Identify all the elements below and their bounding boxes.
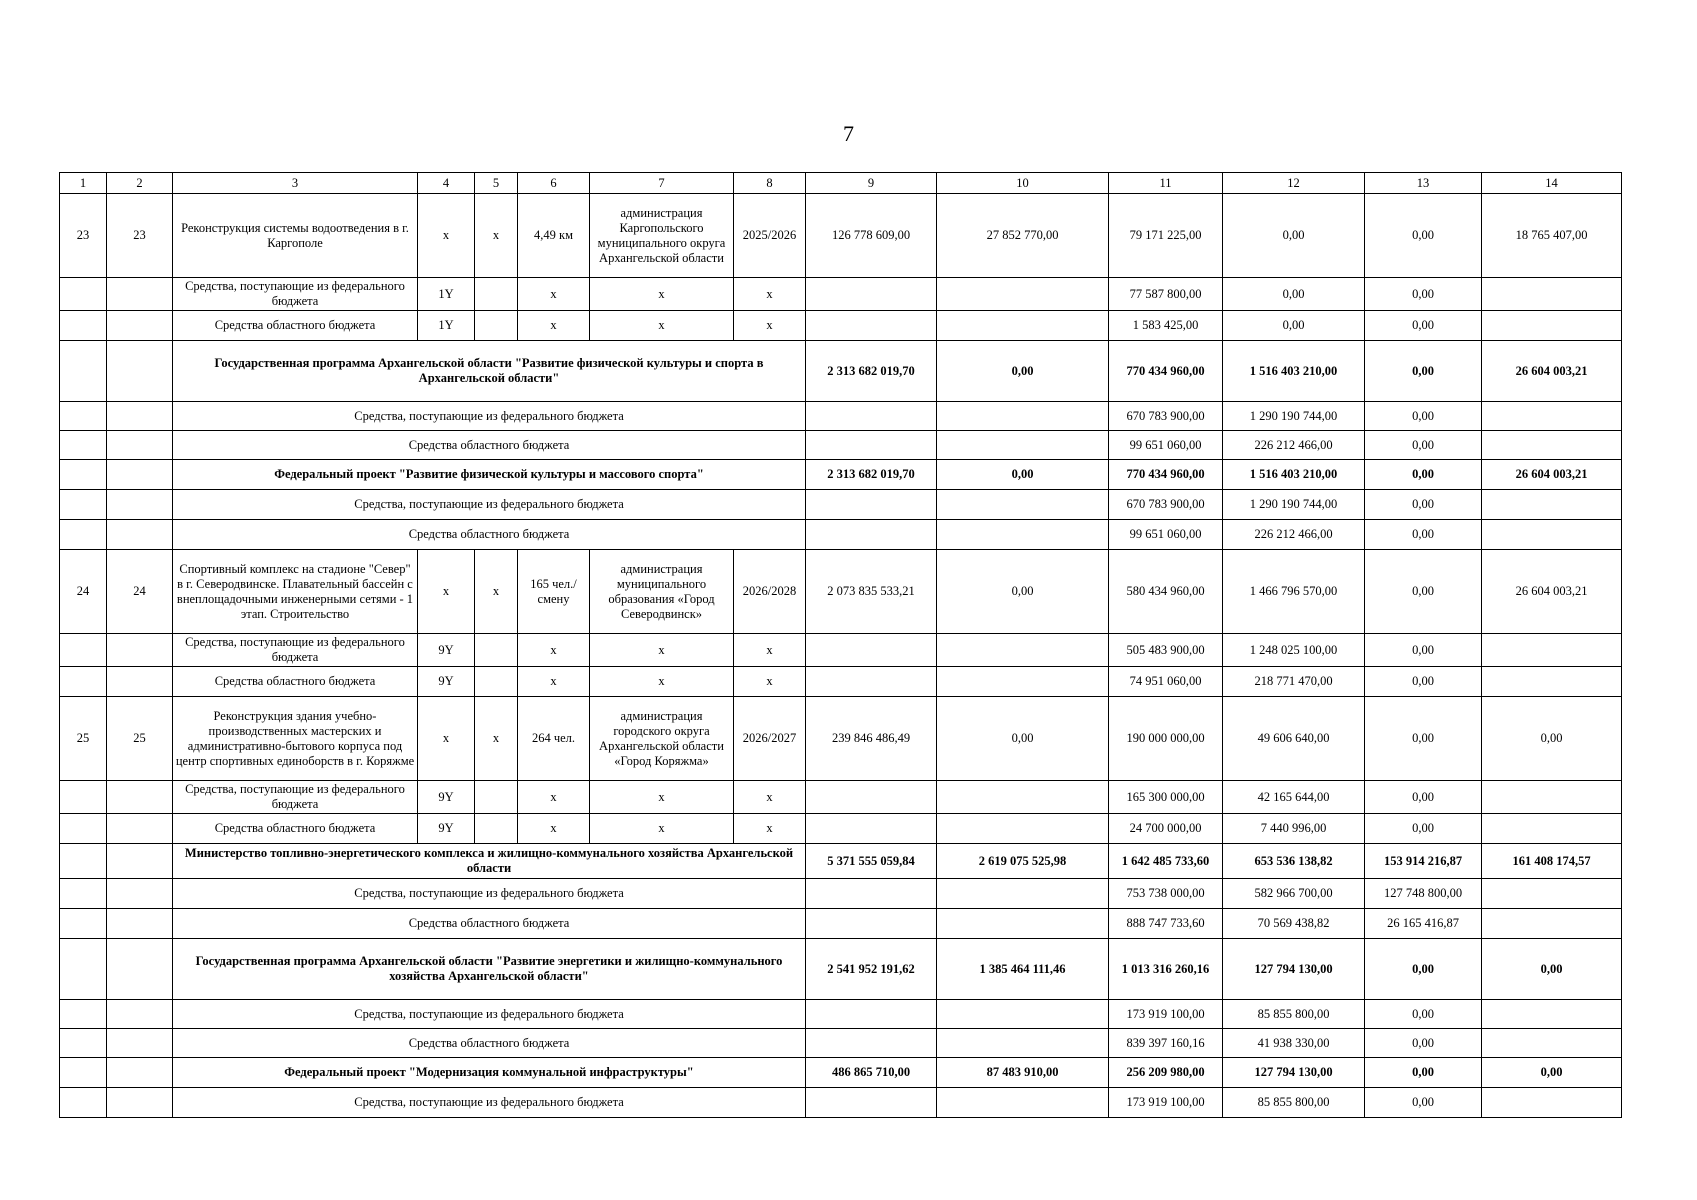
table-cell [107, 879, 173, 909]
amount-cell: 239 846 486,49 [806, 697, 937, 781]
table-row [60, 402, 1622, 431]
row-name-cell: Средства областного бюджета [173, 520, 806, 550]
table-cell: x [590, 311, 734, 341]
table-cell [60, 667, 107, 697]
table-cell: 9Y [418, 781, 475, 814]
amount-cell [937, 278, 1109, 311]
amount-cell: 79 171 225,00 [1109, 194, 1223, 278]
column-number-header: 12 [1223, 173, 1365, 194]
table-row [60, 879, 1622, 909]
amount-cell: 0,00 [1365, 311, 1482, 341]
table-cell: 23 [60, 194, 107, 278]
table-cell [60, 402, 107, 431]
amount-cell: 0,00 [1223, 194, 1365, 278]
table-cell: x [734, 634, 806, 667]
table-cell [60, 939, 107, 1000]
table-cell [107, 520, 173, 550]
amount-cell [937, 431, 1109, 460]
table-cell [107, 1058, 173, 1088]
table-cell [60, 1088, 107, 1118]
amount-cell: 0,00 [1365, 520, 1482, 550]
table-cell [107, 460, 173, 490]
amount-cell: 0,00 [937, 550, 1109, 634]
table-cell [475, 634, 518, 667]
amount-cell: 126 778 609,00 [806, 194, 937, 278]
amount-cell: 0,00 [1365, 697, 1482, 781]
amount-cell: 0,00 [1365, 1000, 1482, 1029]
amount-cell: 2 541 952 191,62 [806, 939, 937, 1000]
amount-cell [806, 1088, 937, 1118]
table-cell: x [518, 311, 590, 341]
table-cell: x [418, 550, 475, 634]
table-cell [475, 781, 518, 814]
amount-cell [806, 278, 937, 311]
table-cell: x [734, 814, 806, 844]
row-name-cell: Средства областного бюджета [173, 1029, 806, 1058]
table-cell [107, 634, 173, 667]
amount-cell [806, 1000, 937, 1029]
amount-cell [806, 311, 937, 341]
table-cell: 9Y [418, 814, 475, 844]
amount-cell: 0,00 [937, 697, 1109, 781]
amount-cell: 770 434 960,00 [1109, 460, 1223, 490]
amount-cell: 486 865 710,00 [806, 1058, 937, 1088]
amount-cell: 165 300 000,00 [1109, 781, 1223, 814]
budget-table [59, 172, 1622, 1118]
amount-cell: 0,00 [1223, 278, 1365, 311]
table-cell: 24 [60, 550, 107, 634]
table-cell: x [418, 194, 475, 278]
table-row [60, 1088, 1622, 1118]
table-cell: 1Y [418, 278, 475, 311]
table-cell [60, 278, 107, 311]
amount-cell: 580 434 960,00 [1109, 550, 1223, 634]
amount-cell: 70 569 438,82 [1223, 909, 1365, 939]
amount-cell: 153 914 216,87 [1365, 844, 1482, 879]
amount-cell: 770 434 960,00 [1109, 341, 1223, 402]
amount-cell [937, 879, 1109, 909]
amount-cell: 0,00 [1482, 697, 1622, 781]
table-cell: x [475, 194, 518, 278]
amount-cell: 2 073 835 533,21 [806, 550, 937, 634]
table-cell: 2026/2027 [734, 697, 806, 781]
amount-cell: 505 483 900,00 [1109, 634, 1223, 667]
amount-cell: 99 651 060,00 [1109, 520, 1223, 550]
column-number-header: 5 [475, 173, 518, 194]
amount-cell: 173 919 100,00 [1109, 1088, 1223, 1118]
table-cell: 4,49 км [518, 194, 590, 278]
column-number-header: 9 [806, 173, 937, 194]
table-cell [107, 402, 173, 431]
amount-cell [1482, 814, 1622, 844]
amount-cell [937, 667, 1109, 697]
table-row [60, 1029, 1622, 1058]
table-cell: x [734, 278, 806, 311]
table-row [60, 814, 1622, 844]
table-row [60, 844, 1622, 879]
amount-cell: 2 313 682 019,70 [806, 460, 937, 490]
table-cell: 165 чел./смену [518, 550, 590, 634]
table-cell [107, 490, 173, 520]
table-cell: x [734, 781, 806, 814]
table-row [60, 634, 1622, 667]
amount-cell [1482, 781, 1622, 814]
amount-cell: 653 536 138,82 [1223, 844, 1365, 879]
table-cell [107, 1000, 173, 1029]
table-row [60, 1000, 1622, 1029]
amount-cell: 127 794 130,00 [1223, 1058, 1365, 1088]
amount-cell [937, 1000, 1109, 1029]
row-name-cell: Средства, поступающие из федерального бюджета [173, 490, 806, 520]
table-cell [60, 520, 107, 550]
table-cell [60, 909, 107, 939]
table-cell: 2026/2028 [734, 550, 806, 634]
amount-cell: 1 466 796 570,00 [1223, 550, 1365, 634]
row-name-cell: Средства областного бюджета [173, 431, 806, 460]
table-cell: x [475, 550, 518, 634]
section-title-cell: Министерство топливно-энергетического комплекса и жилищно-коммунального хозяйства Архангельской области [173, 844, 806, 879]
amount-cell: 7 440 996,00 [1223, 814, 1365, 844]
amount-cell: 1 385 464 111,46 [937, 939, 1109, 1000]
table-row [60, 194, 1622, 278]
amount-cell: 0,00 [1365, 814, 1482, 844]
table-cell: x [518, 667, 590, 697]
amount-cell: 0,00 [1365, 550, 1482, 634]
table-cell: x [518, 814, 590, 844]
column-number-header: 7 [590, 173, 734, 194]
amount-cell: 0,00 [937, 460, 1109, 490]
amount-cell: 0,00 [1365, 781, 1482, 814]
amount-cell [1482, 1088, 1622, 1118]
table-cell [107, 844, 173, 879]
column-number-header: 14 [1482, 173, 1622, 194]
table-cell: x [734, 667, 806, 697]
amount-cell [806, 1029, 937, 1058]
table-cell [107, 1029, 173, 1058]
amount-cell [1482, 1000, 1622, 1029]
table-cell: x [590, 781, 734, 814]
amount-cell [1482, 278, 1622, 311]
table-cell [60, 634, 107, 667]
amount-cell: 1 516 403 210,00 [1223, 460, 1365, 490]
amount-cell: 0,00 [1365, 1058, 1482, 1088]
amount-cell: 1 290 190 744,00 [1223, 402, 1365, 431]
row-name-cell: Средства, поступающие из федерального бюджета [173, 634, 418, 667]
row-name-cell: Средства, поступающие из федерального бюджета [173, 1088, 806, 1118]
amount-cell [937, 520, 1109, 550]
table-row [60, 909, 1622, 939]
amount-cell: 26 604 003,21 [1482, 460, 1622, 490]
amount-cell: 127 794 130,00 [1223, 939, 1365, 1000]
table-cell: x [418, 697, 475, 781]
amount-cell [1482, 1029, 1622, 1058]
amount-cell: 173 919 100,00 [1109, 1000, 1223, 1029]
amount-cell [1482, 402, 1622, 431]
table-row [60, 550, 1622, 634]
amount-cell [1482, 311, 1622, 341]
amount-cell: 0,00 [1365, 194, 1482, 278]
amount-cell [1482, 909, 1622, 939]
table-cell [60, 879, 107, 909]
amount-cell: 42 165 644,00 [1223, 781, 1365, 814]
amount-cell: 1 290 190 744,00 [1223, 490, 1365, 520]
amount-cell: 87 483 910,00 [937, 1058, 1109, 1088]
amount-cell: 839 397 160,16 [1109, 1029, 1223, 1058]
header-row [60, 173, 1622, 194]
amount-cell: 161 408 174,57 [1482, 844, 1622, 879]
table-cell: 24 [107, 550, 173, 634]
row-name-cell: Средства, поступающие из федерального бюджета [173, 781, 418, 814]
amount-cell [1482, 490, 1622, 520]
amount-cell: 1 013 316 260,16 [1109, 939, 1223, 1000]
section-title-cell: Государственная программа Архангельской области "Развитие физической культуры и спорта в Архангельской области" [173, 341, 806, 402]
amount-cell: 26 165 416,87 [1365, 909, 1482, 939]
amount-cell [806, 781, 937, 814]
table-cell [107, 311, 173, 341]
table-row [60, 520, 1622, 550]
table-cell: x [475, 697, 518, 781]
table-cell [107, 939, 173, 1000]
amount-cell: 256 209 980,00 [1109, 1058, 1223, 1088]
page-number: 7 [843, 121, 854, 146]
table-cell: 2025/2026 [734, 194, 806, 278]
amount-cell: 24 700 000,00 [1109, 814, 1223, 844]
amount-cell: 5 371 555 059,84 [806, 844, 937, 879]
table-cell: x [734, 311, 806, 341]
amount-cell [1482, 879, 1622, 909]
row-name-cell: Средства областного бюджета [173, 311, 418, 341]
table-cell: администрация городского округа Архангельской области «Город Коряжма» [590, 697, 734, 781]
column-number-header: 11 [1109, 173, 1223, 194]
amount-cell [806, 520, 937, 550]
table-row [60, 311, 1622, 341]
table-cell: x [590, 814, 734, 844]
amount-cell [806, 879, 937, 909]
amount-cell [806, 814, 937, 844]
amount-cell [937, 1029, 1109, 1058]
table-cell: 23 [107, 194, 173, 278]
column-number-header: 6 [518, 173, 590, 194]
table-cell: x [518, 781, 590, 814]
table-cell: 25 [107, 697, 173, 781]
amount-cell: 18 765 407,00 [1482, 194, 1622, 278]
amount-cell [937, 781, 1109, 814]
section-title-cell: Государственная программа Архангельской области "Развитие энергетики и жилищно-коммунального хозяйства Архангельской области" [173, 939, 806, 1000]
amount-cell: 127 748 800,00 [1365, 879, 1482, 909]
amount-cell [937, 634, 1109, 667]
table-row [60, 431, 1622, 460]
amount-cell [806, 909, 937, 939]
amount-cell: 226 212 466,00 [1223, 431, 1365, 460]
amount-cell: 0,00 [1365, 341, 1482, 402]
amount-cell: 2 313 682 019,70 [806, 341, 937, 402]
amount-cell: 670 783 900,00 [1109, 490, 1223, 520]
amount-cell: 218 771 470,00 [1223, 667, 1365, 697]
amount-cell: 0,00 [937, 341, 1109, 402]
amount-cell [937, 909, 1109, 939]
amount-cell [806, 634, 937, 667]
row-name-cell: Реконструкция системы водоотведения в г. Каргополе [173, 194, 418, 278]
row-name-cell: Реконструкция здания учебно-производственных мастерских и административно-бытового корпуса под центр спортивных единоборств в г. Коряжме [173, 697, 418, 781]
row-name-cell: Средства, поступающие из федерального бюджета [173, 1000, 806, 1029]
amount-cell: 2 619 075 525,98 [937, 844, 1109, 879]
table-row [60, 939, 1622, 1000]
amount-cell: 27 852 770,00 [937, 194, 1109, 278]
row-name-cell: Средства, поступающие из федерального бюджета [173, 402, 806, 431]
table-cell [60, 1029, 107, 1058]
column-number-header: 3 [173, 173, 418, 194]
amount-cell: 888 747 733,60 [1109, 909, 1223, 939]
table-cell: x [518, 634, 590, 667]
table-cell [107, 1088, 173, 1118]
column-number-header: 10 [937, 173, 1109, 194]
row-name-cell: Средства областного бюджета [173, 667, 418, 697]
amount-cell [1482, 520, 1622, 550]
table-cell [60, 1000, 107, 1029]
amount-cell: 190 000 000,00 [1109, 697, 1223, 781]
amount-cell [806, 667, 937, 697]
table-cell [107, 909, 173, 939]
amount-cell: 0,00 [1365, 1088, 1482, 1118]
amount-cell: 0,00 [1365, 1029, 1482, 1058]
table-row [60, 341, 1622, 402]
table-row [60, 278, 1622, 311]
table-cell [475, 311, 518, 341]
table-cell [60, 1058, 107, 1088]
table-row [60, 490, 1622, 520]
amount-cell: 226 212 466,00 [1223, 520, 1365, 550]
amount-cell: 85 855 800,00 [1223, 1000, 1365, 1029]
amount-cell: 753 738 000,00 [1109, 879, 1223, 909]
amount-cell [937, 402, 1109, 431]
table-row [60, 667, 1622, 697]
section-title-cell: Федеральный проект "Модернизация коммунальной инфраструктуры" [173, 1058, 806, 1088]
table-cell [60, 781, 107, 814]
table-cell: x [590, 667, 734, 697]
table-cell [60, 431, 107, 460]
table-cell [60, 341, 107, 402]
amount-cell: 0,00 [1482, 939, 1622, 1000]
amount-cell: 1 583 425,00 [1109, 311, 1223, 341]
amount-cell: 0,00 [1365, 278, 1482, 311]
amount-cell: 1 516 403 210,00 [1223, 341, 1365, 402]
table-cell: 9Y [418, 667, 475, 697]
column-number-header: 1 [60, 173, 107, 194]
amount-cell: 0,00 [1365, 490, 1482, 520]
table-cell [107, 431, 173, 460]
table-cell [60, 311, 107, 341]
amount-cell [806, 431, 937, 460]
amount-cell: 85 855 800,00 [1223, 1088, 1365, 1118]
amount-cell: 582 966 700,00 [1223, 879, 1365, 909]
row-name-cell: Средства, поступающие из федерального бюджета [173, 879, 806, 909]
table-cell: 25 [60, 697, 107, 781]
amount-cell [1482, 667, 1622, 697]
table-cell: x [590, 634, 734, 667]
table-cell: администрация Каргопольского муниципального округа Архангельской области [590, 194, 734, 278]
table-cell [60, 844, 107, 879]
amount-cell: 49 606 640,00 [1223, 697, 1365, 781]
table-cell: администрация муниципального образования «Город Северодвинск» [590, 550, 734, 634]
table-cell [107, 667, 173, 697]
amount-cell: 0,00 [1482, 1058, 1622, 1088]
amount-cell [937, 814, 1109, 844]
column-number-header: 8 [734, 173, 806, 194]
table-cell [107, 814, 173, 844]
amount-cell: 26 604 003,21 [1482, 341, 1622, 402]
column-number-header: 4 [418, 173, 475, 194]
amount-cell: 0,00 [1365, 402, 1482, 431]
amount-cell [937, 490, 1109, 520]
table-cell [475, 814, 518, 844]
table-cell: x [590, 278, 734, 311]
amount-cell: 0,00 [1365, 460, 1482, 490]
amount-cell [937, 1088, 1109, 1118]
row-name-cell: Средства областного бюджета [173, 814, 418, 844]
column-number-header: 2 [107, 173, 173, 194]
table-cell: 264 чел. [518, 697, 590, 781]
amount-cell [1482, 431, 1622, 460]
column-number-header: 13 [1365, 173, 1482, 194]
table-cell: 1Y [418, 311, 475, 341]
table-cell: x [518, 278, 590, 311]
table-cell [60, 814, 107, 844]
amount-cell [937, 311, 1109, 341]
table-cell [60, 460, 107, 490]
table-row [60, 697, 1622, 781]
amount-cell [806, 402, 937, 431]
amount-cell: 26 604 003,21 [1482, 550, 1622, 634]
table-cell [107, 341, 173, 402]
amount-cell: 0,00 [1223, 311, 1365, 341]
amount-cell [806, 490, 937, 520]
amount-cell: 670 783 900,00 [1109, 402, 1223, 431]
amount-cell: 0,00 [1365, 431, 1482, 460]
table-row [60, 460, 1622, 490]
amount-cell: 41 938 330,00 [1223, 1029, 1365, 1058]
amount-cell: 1 642 485 733,60 [1109, 844, 1223, 879]
amount-cell: 99 651 060,00 [1109, 431, 1223, 460]
amount-cell: 1 248 025 100,00 [1223, 634, 1365, 667]
table-cell: 9Y [418, 634, 475, 667]
amount-cell: 74 951 060,00 [1109, 667, 1223, 697]
table-row [60, 781, 1622, 814]
row-name-cell: Спортивный комплекс на стадионе "Север" в г. Северодвинске. Плавательный бассейн с внеплощадочными инженерными сетями - 1 этап. Строительство [173, 550, 418, 634]
section-title-cell: Федеральный проект "Развитие физической культуры и массового спорта" [173, 460, 806, 490]
amount-cell: 0,00 [1365, 634, 1482, 667]
amount-cell: 0,00 [1365, 667, 1482, 697]
table-cell [475, 278, 518, 311]
table-row [60, 1058, 1622, 1088]
amount-cell: 0,00 [1365, 939, 1482, 1000]
table-cell [60, 490, 107, 520]
table-cell [475, 667, 518, 697]
row-name-cell: Средства областного бюджета [173, 909, 806, 939]
row-name-cell: Средства, поступающие из федерального бюджета [173, 278, 418, 311]
table-cell [107, 781, 173, 814]
amount-cell [1482, 634, 1622, 667]
amount-cell: 77 587 800,00 [1109, 278, 1223, 311]
table-cell [107, 278, 173, 311]
